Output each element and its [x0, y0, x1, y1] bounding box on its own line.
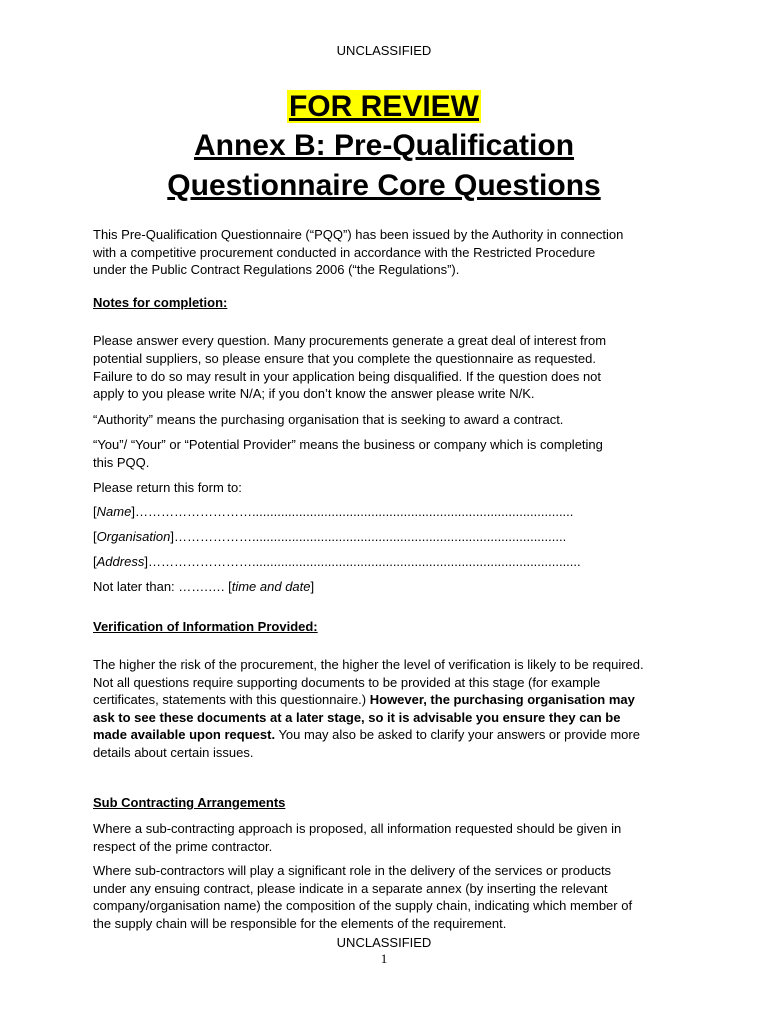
footer	[0, 935, 768, 967]
organisation-field: [Organisation]……………….......................................................................................	[93, 529, 567, 544]
page-number: 1	[380, 951, 388, 966]
verification-paragraph: The higher the risk of the procurement, the higher the level of verification is likely to be required. Not all questions require supporting documents to be provided at this stage (for example certificates, statements with this questionnaire.) However, the purchasing organisation may ask to see these documents at a later stage, so it is advisable you ensure they can be made available upon request. You may also be asked to clarify your answers or provide more details about certain issues.	[93, 657, 644, 760]
notes-paragraph-1: Please answer every question. Many procurements generate a great deal of interest from potential suppliers, so please ensure that you complete the questionnaire as requested. Failure to do so may result in your application being disqualified. If the question does not apply to you please write N/A; if you don’t know the answer please write N/K.	[93, 333, 607, 402]
verification-heading: Verification of Information Provided:	[93, 619, 318, 634]
subcontracting-paragraph-2: Where sub-contractors will play a significant role in the delivery of the services or products under any ensuing contract, please indicate in a separate annex (by inserting the relevant company/organisation name) the composition of the supply chain, indicating which member of the supply chain will be responsible for the elements of the requirement.	[93, 863, 633, 931]
document-title-line2: Questionnaire Core Questions	[167, 169, 601, 202]
name-field: [Name]……………………….........................................................................................	[93, 504, 574, 519]
document-title-line1: Annex B: Pre-Qualification	[193, 129, 575, 162]
footer-classification: UNCLASSIFIED	[336, 935, 432, 950]
deadline-field: Not later than: …….…. [time and date]	[93, 579, 315, 594]
authority-definition: “Authority” means the purchasing organisation that is seeking to award a contract.	[93, 412, 564, 427]
address-field: [Address]……………………...........................................................................................	[93, 554, 581, 569]
review-banner: FOR REVIEW	[288, 90, 479, 123]
intro-paragraph: This Pre-Qualification Questionnaire (“PQQ”) has been issued by the Authority in connection with a competitive procurement conducted in accordance with the Restricted Procedure under the Public Contract Regulations 2006 (“the Regulations”).	[93, 227, 624, 277]
subcontracting-paragraph-1: Where a sub-contracting approach is proposed, all information requested should be given in respect of the prime contractor.	[93, 821, 622, 854]
subcontracting-heading: Sub Contracting Arrangements	[93, 795, 286, 810]
you-definition: “You”/ “Your” or “Potential Provider” means the business or company which is completing this PQQ.	[93, 437, 603, 470]
header-classification: UNCLASSIFIED	[336, 43, 432, 58]
notes-heading: Notes for completion:	[93, 295, 228, 310]
return-instruction: Please return this form to:	[93, 480, 242, 495]
